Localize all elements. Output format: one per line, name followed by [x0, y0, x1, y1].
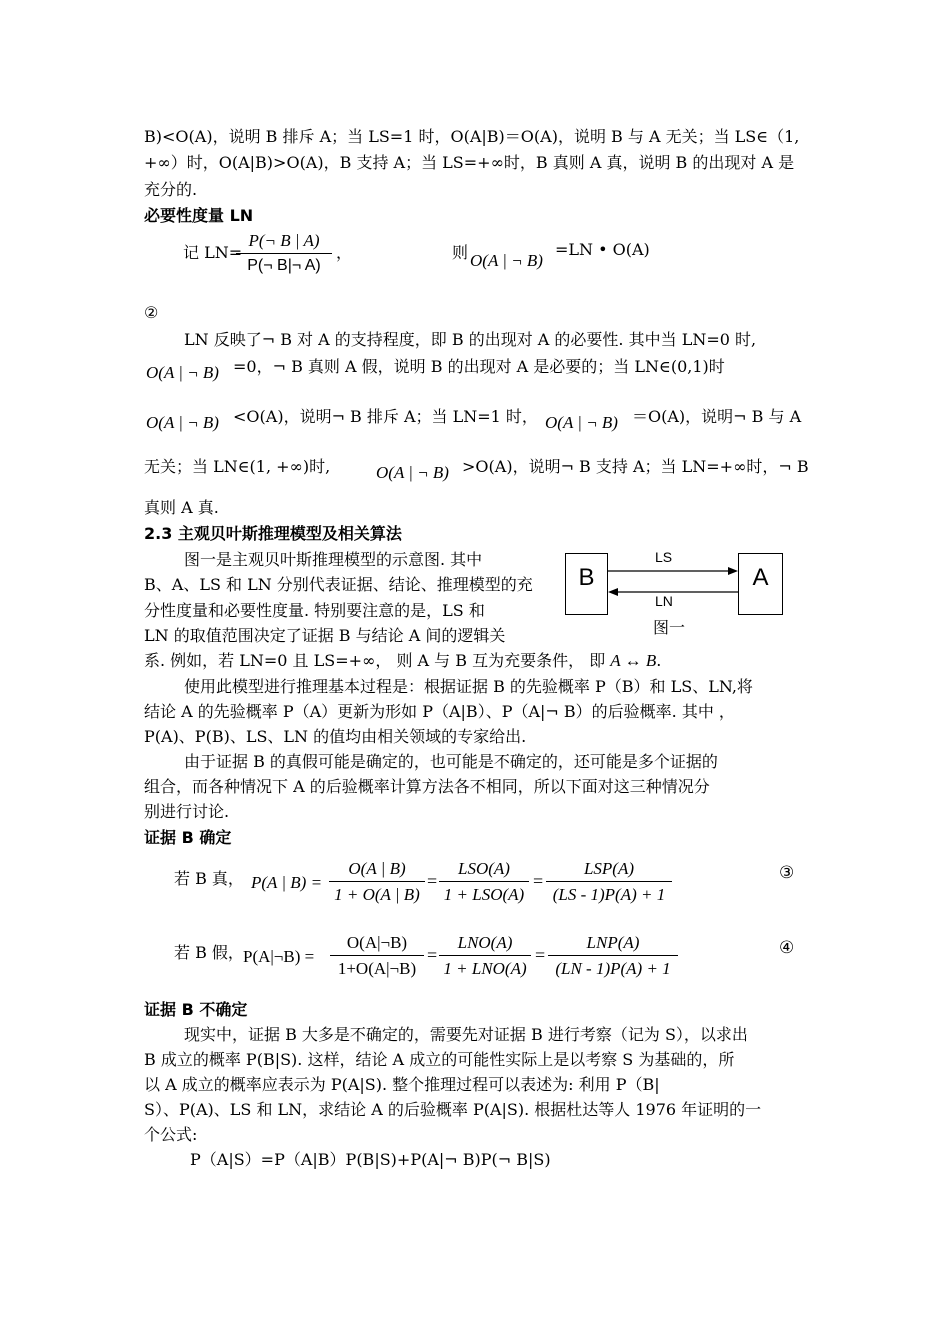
- formula-4-den-3: (LN - 1)P(A) + 1: [555, 959, 671, 978]
- figure-caption: 图一: [653, 618, 686, 637]
- section-2-3-line-5: [144, 651, 661, 671]
- certain-title: 证据 B 确定: [144, 828, 232, 847]
- duda-formula: P（A|S）=P（A|B）P(B|S)+P(A|¬ B)P(¬ B|S): [190, 1150, 551, 1169]
- figure-ls-label: LS: [655, 549, 673, 565]
- ln-then-expr: O(A | ¬ B): [470, 251, 543, 270]
- ln-def-fraction: [236, 231, 332, 275]
- formula-4-num-2: LNO(A): [439, 933, 531, 956]
- para-top-line-2: +∞）时，O(A|B)>O(A)，B 支持 A；当 LS=+∞时，B 真则 A 真，说明 B 的出现对 A 是: [144, 153, 795, 172]
- process-line-3: P(A)、P(B)、LS、LN 的值均由相关领域的专家给出.: [144, 727, 527, 746]
- ln-desc-line-3b: ＝O(A)，说明¬ B 与 A: [632, 407, 802, 426]
- section-2-3-line-2: B、A、LS 和 LN 分别代表证据、结论、推理模型的充: [144, 575, 533, 594]
- ln-desc-line-4b: >O(A)，说明¬ B 支持 A；当 LN=+∞时，¬ B: [462, 457, 809, 476]
- formula-3-den-3: (LS - 1)P(A) + 1: [552, 885, 666, 904]
- ln-def-denominator: P(¬ B|¬ A): [247, 257, 321, 274]
- para-top-line-3: 充分的.: [144, 180, 198, 199]
- formula-4-num-1: O(A|¬B): [330, 933, 424, 956]
- figure-box-b: B: [565, 553, 608, 615]
- figure-box-a: A: [738, 553, 783, 615]
- formula-marker-3: ③: [779, 863, 795, 883]
- formula-4-frac-1: [330, 933, 424, 979]
- formula-4-frac-3: [548, 933, 678, 979]
- formula-3-frac-2: [439, 859, 529, 905]
- formula-3-prefix: 若 B 真，: [174, 869, 244, 888]
- formula-3-frac-1: [329, 859, 425, 905]
- process-line-1: 使用此模型进行推理基本过程是：根据证据 B 的先验概率 P（B）和 LS、LN,将: [184, 677, 753, 696]
- formula-4-eq-1: =: [427, 945, 438, 965]
- formula-4-frac-2: [439, 933, 531, 979]
- ln-section-title: 必要性度量 LN: [144, 206, 254, 225]
- formula-3-den-1: 1 + O(A | B): [334, 885, 420, 904]
- section-2-3-line-5-end: .: [656, 651, 662, 670]
- cases-line-3: 别进行讨论.: [144, 802, 230, 821]
- ls-arrow-head: [728, 567, 738, 575]
- uncertain-title: 证据 B 不确定: [144, 1000, 248, 1019]
- figure-ln-label: LN: [655, 593, 673, 609]
- cases-line-2: 组合，而各种情况下 A 的后验概率计算方法各不相同，所以下面对这三种情况分: [144, 777, 710, 796]
- uncertain-line-1: 现实中，证据 B 大多是不确定的，需要先对证据 B 进行考察（记为 S），以求出: [184, 1025, 748, 1044]
- ln-arrow-head: [608, 588, 618, 596]
- ln-desc-line-3a: <O(A)，说明¬ B 排斥 A；当 LN=1 时，: [233, 407, 538, 426]
- formula-3-lhs: P(A | B) =: [251, 873, 323, 892]
- uncertain-line-5: 个公式:: [144, 1125, 198, 1144]
- section-2-3-line-3: 分性度量和必要性度量. 特别要注意的是，LS 和: [144, 601, 485, 620]
- section-2-3-title: 2.3 主观贝叶斯推理模型及相关算法: [144, 524, 402, 543]
- ln-desc-line-4a: 无关；当 LN∈(1, +∞)时,: [144, 457, 331, 476]
- formula-3-eq-1: =: [427, 871, 438, 891]
- ln-then-suffix: =LN • O(A): [555, 240, 650, 259]
- ln-def-comma: ，: [336, 243, 353, 262]
- ln-desc-expr-3: O(A | ¬ B): [545, 413, 618, 432]
- ln-desc-line-5: 真则 A 真.: [144, 498, 219, 517]
- formula-marker-2: ②: [144, 303, 159, 322]
- cases-line-1: 由于证据 B 的真假可能是确定的，也可能是不确定的，还可能是多个证据的: [184, 752, 718, 771]
- figure-arrows: [606, 560, 740, 604]
- formula-4-den-2: 1 + LNO(A): [443, 959, 527, 978]
- process-line-2: 结论 A 的先验概率 P（A）更新为形如 P（A|B）、P（A|¬ B）的后验概率. 其中 ，: [144, 702, 735, 721]
- formula-3-eq-2: =: [533, 871, 544, 891]
- formula-3-frac-3: [546, 859, 672, 905]
- uncertain-line-3: 以 A 成立的概率应表示为 P(A|S). 整个推理过程可以表述为: 利用 P（B|: [144, 1075, 660, 1094]
- formula-3-num-1: O(A | B): [329, 859, 425, 882]
- para-top-line-1: B)<O(A)，说明 B 排斥 A；当 LS=1 时，O(A|B)＝O(A)，说明 B 与 A 无关；当 LS∈（1,: [144, 127, 800, 146]
- ln-desc-expr-4: O(A | ¬ B): [376, 463, 449, 482]
- ln-desc-line-2: =0，¬ B 真则 A 假，说明 B 的出现对 A 是必要的；当 LN∈(0,1)时: [233, 357, 725, 376]
- formula-4-prefix: 若 B 假，: [174, 943, 244, 962]
- formula-3-den-2: 1 + LSO(A): [443, 885, 525, 904]
- section-2-3-line-4: LN 的取值范围决定了证据 B 与结论 A 间的逻辑关: [144, 626, 506, 645]
- ln-desc-line-1: LN 反映了¬ B 对 A 的支持程度，即 B 的出现对 A 的必要性. 其中当 LN=0 时,: [184, 330, 757, 349]
- ln-desc-expr-2: O(A | ¬ B): [146, 413, 219, 432]
- formula-3-num-2: LSO(A): [439, 859, 529, 882]
- ln-desc-expr-1: O(A | ¬ B): [146, 363, 219, 382]
- equivalence-expr: A ↔ B: [610, 651, 657, 670]
- ln-then-prefix: 则: [452, 243, 469, 262]
- formula-4-num-3: LNP(A): [548, 933, 678, 956]
- formula-4-eq-2: =: [535, 945, 546, 965]
- formula-4-den-1: 1+O(A|¬B): [337, 959, 417, 978]
- formula-4-lhs: P(A|¬B) =: [243, 947, 315, 966]
- uncertain-line-2: B 成立的概率 P(B|S). 这样，结论 A 成立的可能性实际上是以考察 S 为基础的，所: [144, 1050, 735, 1069]
- ln-def-numerator: P(¬ B | A): [236, 231, 332, 254]
- ln-def-prefix: 记 LN=: [183, 243, 243, 262]
- section-2-3-line-5-text: 系. 例如，若 LN=0 且 LS=+∞， 则 A 与 B 互为充要条件， 即: [144, 651, 606, 670]
- section-2-3-line-1: 图一是主观贝叶斯推理模型的示意图. 其中: [184, 550, 483, 569]
- uncertain-line-4: S）、P(A)、LS 和 LN，求结论 A 的后验概率 P(A|S). 根据杜达等人 1976 年证明的一: [144, 1100, 762, 1119]
- formula-marker-4: ④: [779, 938, 795, 958]
- formula-3-num-3: LSP(A): [546, 859, 672, 882]
